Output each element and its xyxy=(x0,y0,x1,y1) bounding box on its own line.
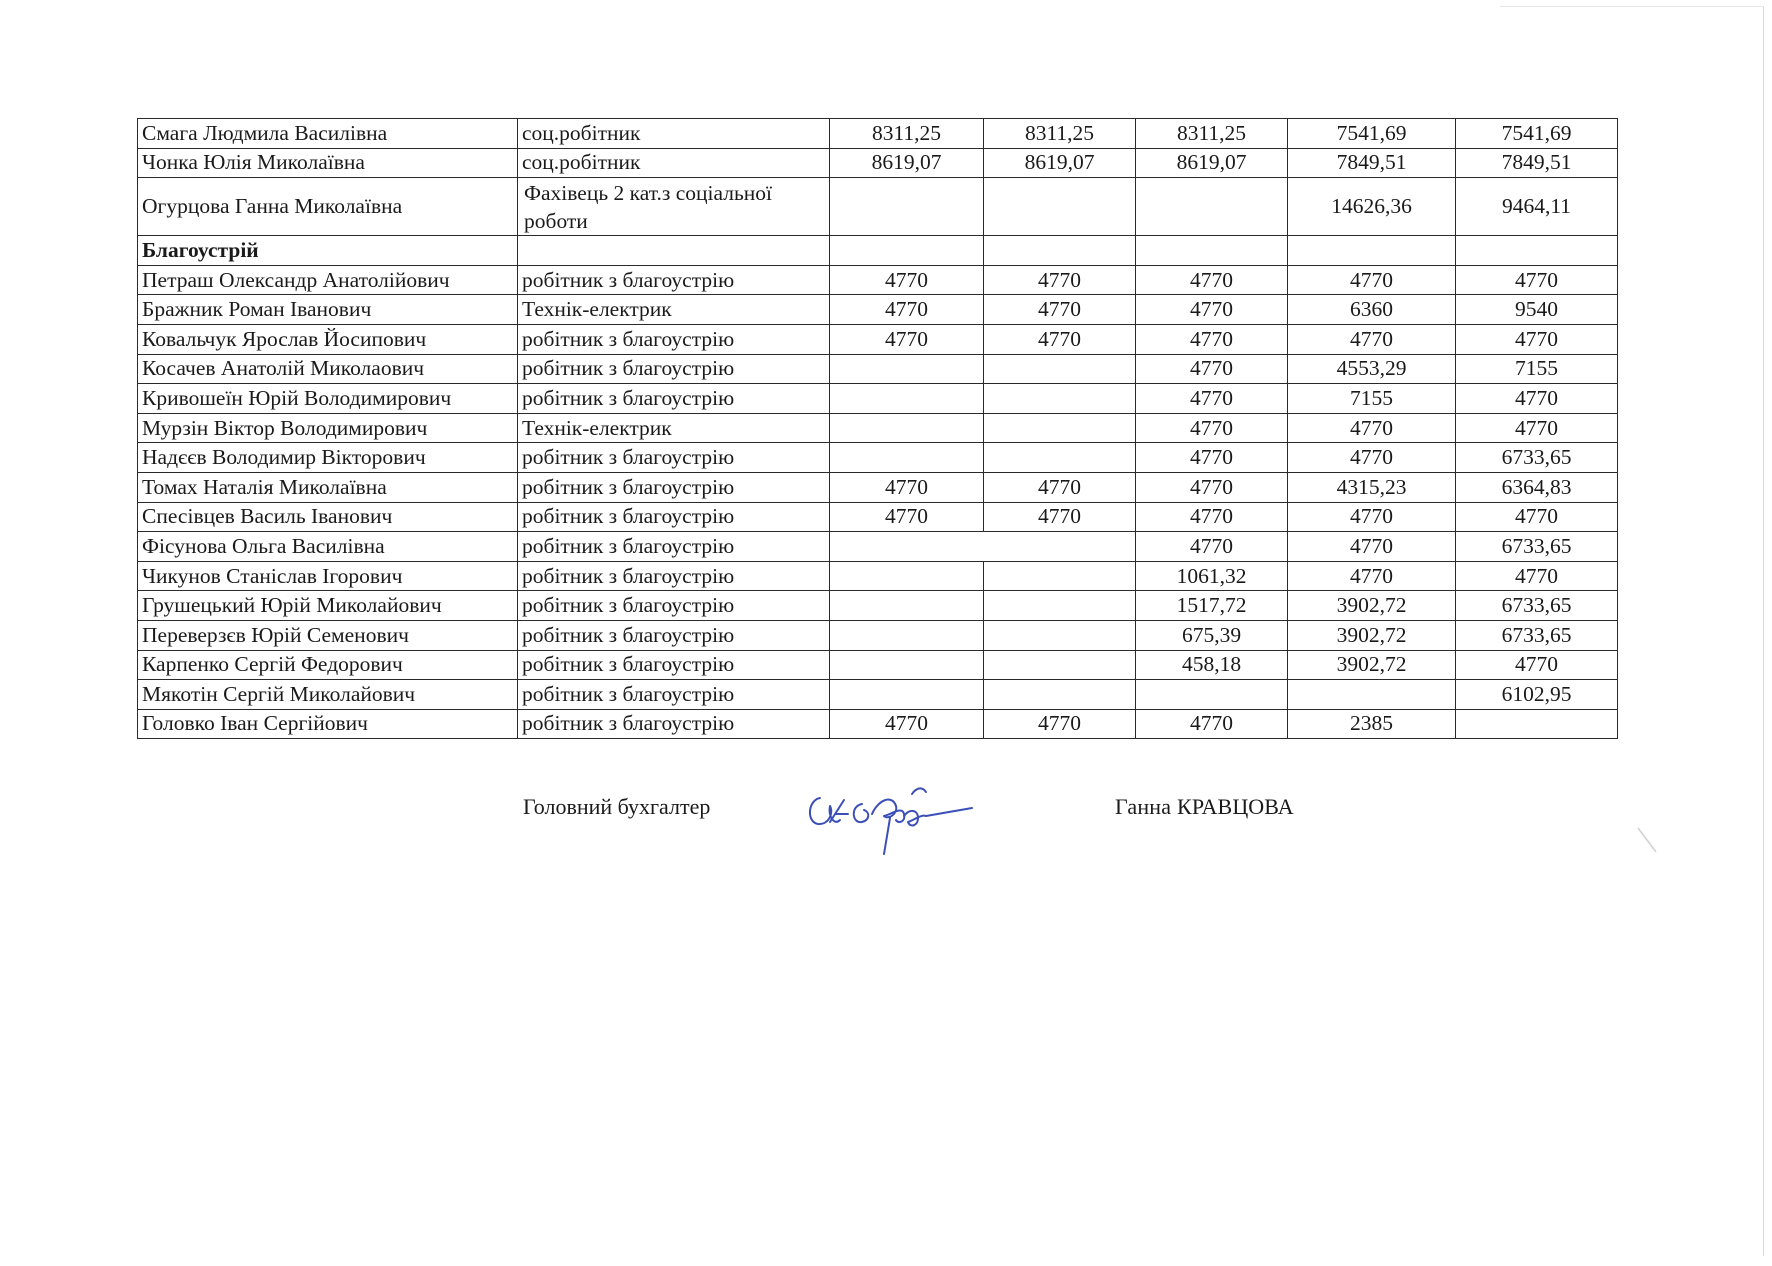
amount-cell xyxy=(984,561,1136,591)
amount-cell xyxy=(984,591,1136,621)
table-row xyxy=(138,472,1618,502)
amount-cell: 4770 xyxy=(1456,561,1618,591)
amount-cell xyxy=(984,413,1136,443)
amount-cell xyxy=(830,384,984,414)
table-row xyxy=(138,680,1618,710)
amount-cell: 6102,95 xyxy=(1456,680,1618,710)
amount-cell xyxy=(1136,178,1288,236)
amount-cell: 3902,72 xyxy=(1288,591,1456,621)
amount-cell: 4553,29 xyxy=(1288,354,1456,384)
amount-cell: 4770 xyxy=(1456,265,1618,295)
amount-cell xyxy=(830,650,984,680)
amount-cell: 4770 xyxy=(984,265,1136,295)
amount-cell: 8619,07 xyxy=(830,148,984,178)
amount-cell xyxy=(984,620,1136,650)
employee-name: Петраш Олександр Анатолійович xyxy=(138,265,518,295)
amount-cell: 4770 xyxy=(1456,502,1618,532)
amount-cell: 4770 xyxy=(1136,413,1288,443)
amount-cell: 4770 xyxy=(984,324,1136,354)
amount-cell: 3902,72 xyxy=(1288,620,1456,650)
employee-position: робітник з благоустрію xyxy=(518,650,830,680)
amount-cell: 8619,07 xyxy=(1136,148,1288,178)
employee-name: Надєєв Володимир Вікторович xyxy=(138,443,518,473)
amount-cell xyxy=(830,620,984,650)
amount-cell: 4770 xyxy=(1136,709,1288,739)
amount-cell: 4770 xyxy=(1136,532,1288,562)
table-row xyxy=(138,384,1618,414)
amount-cell: 4770 xyxy=(1136,472,1288,502)
employee-position: робітник з благоустрію xyxy=(518,354,830,384)
salary-table-container xyxy=(137,118,1617,739)
amount-cell: 4770 xyxy=(1136,265,1288,295)
amount-cell: 4770 xyxy=(830,709,984,739)
amount-cell: 6733,65 xyxy=(1456,532,1618,562)
amount-cell: 4770 xyxy=(1136,384,1288,414)
table-row xyxy=(138,295,1618,325)
employee-position: робітник з благоустрію xyxy=(518,384,830,414)
amount-cell xyxy=(984,354,1136,384)
signature-image xyxy=(800,770,980,860)
amount-cell: 4770 xyxy=(1136,502,1288,532)
amount-cell: 4770 xyxy=(1288,324,1456,354)
amount-cell: 4770 xyxy=(1288,502,1456,532)
amount-cell: 1517,72 xyxy=(1136,591,1288,621)
amount-cell xyxy=(830,354,984,384)
empty-cell xyxy=(1288,236,1456,266)
employee-name: Смага Людмила Василівна xyxy=(138,119,518,149)
amount-cell: 6733,65 xyxy=(1456,443,1618,473)
employee-position: Технік-електрик xyxy=(518,413,830,443)
amount-cell xyxy=(1136,680,1288,710)
page-edge-right xyxy=(1763,6,1764,1256)
amount-cell: 4770 xyxy=(1136,295,1288,325)
amount-cell xyxy=(984,384,1136,414)
amount-cell: 4770 xyxy=(1456,384,1618,414)
employee-name: Грушецький Юрій Миколайович xyxy=(138,591,518,621)
employee-position: робітник з благоустрію xyxy=(518,324,830,354)
amount-cell xyxy=(830,561,984,591)
amount-cell: 4770 xyxy=(1288,443,1456,473)
empty-cell xyxy=(830,236,984,266)
employee-name: Спесівцев Василь Іванович xyxy=(138,502,518,532)
table-row xyxy=(138,265,1618,295)
amount-cell: 4770 xyxy=(984,709,1136,739)
amount-cell xyxy=(984,650,1136,680)
employee-position: робітник з благоустрію xyxy=(518,620,830,650)
amount-cell: 4770 xyxy=(1456,650,1618,680)
amount-cell xyxy=(984,443,1136,473)
amount-cell: 14626,36 xyxy=(1288,178,1456,236)
table-row xyxy=(138,620,1618,650)
table-row xyxy=(138,119,1618,149)
section-title: Благоустрій xyxy=(138,236,518,266)
employee-position: робітник з благоустрію xyxy=(518,472,830,502)
empty-cell xyxy=(1136,236,1288,266)
employee-position: робітник з благоустрію xyxy=(518,591,830,621)
page-edge-top xyxy=(1500,6,1764,7)
table-row xyxy=(138,413,1618,443)
employee-position: соц.робітник xyxy=(518,148,830,178)
table-row xyxy=(138,324,1618,354)
section-header-row xyxy=(138,236,1618,266)
employee-position: соц.робітник xyxy=(518,119,830,149)
amount-cell xyxy=(984,680,1136,710)
employee-position: робітник з благоустрію xyxy=(518,502,830,532)
footer-signatory-name: Ганна КРАВЦОВА xyxy=(1115,794,1294,819)
amount-cell: 4770 xyxy=(1288,532,1456,562)
employee-name: Мурзін Віктор Володимирович xyxy=(138,413,518,443)
amount-cell: 6364,83 xyxy=(1456,472,1618,502)
amount-cell: 7155 xyxy=(1288,384,1456,414)
footer-role: Головний бухгалтер xyxy=(523,794,711,819)
empty-cell xyxy=(1456,236,1618,266)
amount-cell: 2385 xyxy=(1288,709,1456,739)
amount-cell: 4770 xyxy=(984,502,1136,532)
employee-position: робітник з благоустрію xyxy=(518,532,830,562)
amount-cell: 4770 xyxy=(1288,265,1456,295)
amount-cell: 4770 xyxy=(830,295,984,325)
amount-cell: 4770 xyxy=(1456,324,1618,354)
amount-cell: 7541,69 xyxy=(1456,119,1618,149)
employee-name: Фісунова Ольга Василівна xyxy=(138,532,518,562)
amount-cell xyxy=(830,532,1136,562)
amount-cell: 4770 xyxy=(984,472,1136,502)
employee-position: робітник з благоустрію xyxy=(518,265,830,295)
employee-name: Огурцова Ганна Миколаївна xyxy=(138,178,518,236)
employee-name: Бражник Роман Іванович xyxy=(138,295,518,325)
table-row xyxy=(138,443,1618,473)
employee-position: Фахівець 2 кат.з соціальної роботи xyxy=(518,178,830,236)
employee-position: робітник з благоустрію xyxy=(518,680,830,710)
amount-cell: 4770 xyxy=(830,472,984,502)
amount-cell xyxy=(1288,680,1456,710)
empty-cell xyxy=(518,236,830,266)
employee-name: Чикунов Станіслав Ігорович xyxy=(138,561,518,591)
amount-cell: 4770 xyxy=(1288,413,1456,443)
amount-cell: 6733,65 xyxy=(1456,591,1618,621)
table-row xyxy=(138,709,1618,739)
amount-cell: 8619,07 xyxy=(984,148,1136,178)
amount-cell xyxy=(830,591,984,621)
amount-cell: 6360 xyxy=(1288,295,1456,325)
amount-cell: 1061,32 xyxy=(1136,561,1288,591)
amount-cell xyxy=(830,178,984,236)
employee-position: робітник з благоустрію xyxy=(518,709,830,739)
amount-cell: 4770 xyxy=(1456,413,1618,443)
amount-cell xyxy=(1456,709,1618,739)
employee-name: Карпенко Сергій Федорович xyxy=(138,650,518,680)
amount-cell: 9540 xyxy=(1456,295,1618,325)
employee-name: Ковальчук Ярослав Йосипович xyxy=(138,324,518,354)
amount-cell: 458,18 xyxy=(1136,650,1288,680)
employee-position: робітник з благоустрію xyxy=(518,561,830,591)
amount-cell: 4770 xyxy=(1288,561,1456,591)
table-row xyxy=(138,354,1618,384)
employee-name: Переверзєв Юрій Семенович xyxy=(138,620,518,650)
amount-cell: 4770 xyxy=(830,502,984,532)
employee-name: Томах Наталія Миколаївна xyxy=(138,472,518,502)
employee-position: Технік-електрик xyxy=(518,295,830,325)
amount-cell: 8311,25 xyxy=(830,119,984,149)
table-row xyxy=(138,561,1618,591)
table-row xyxy=(138,148,1618,178)
employee-name: Кривошеїн Юрій Володимирович xyxy=(138,384,518,414)
employee-name: Чонка Юлія Миколаївна xyxy=(138,148,518,178)
amount-cell: 3902,72 xyxy=(1288,650,1456,680)
amount-cell: 4770 xyxy=(1136,354,1288,384)
amount-cell: 4770 xyxy=(830,324,984,354)
amount-cell: 6733,65 xyxy=(1456,620,1618,650)
amount-cell: 675,39 xyxy=(1136,620,1288,650)
amount-cell: 7155 xyxy=(1456,354,1618,384)
amount-cell: 8311,25 xyxy=(984,119,1136,149)
table-row xyxy=(138,502,1618,532)
amount-cell: 7849,51 xyxy=(1456,148,1618,178)
employee-position: робітник з благоустрію xyxy=(518,443,830,473)
table-row xyxy=(138,591,1618,621)
amount-cell: 9464,11 xyxy=(1456,178,1618,236)
amount-cell xyxy=(830,680,984,710)
salary-table xyxy=(137,118,1618,739)
employee-name: Косачев Анатолій Миколаович xyxy=(138,354,518,384)
amount-cell: 4770 xyxy=(1136,443,1288,473)
employee-name: Мякотін Сергій Миколайович xyxy=(138,680,518,710)
table-row xyxy=(138,650,1618,680)
amount-cell: 4770 xyxy=(984,295,1136,325)
table-row xyxy=(138,532,1618,562)
amount-cell xyxy=(984,178,1136,236)
employee-name: Головко Іван Сергійович xyxy=(138,709,518,739)
table-row xyxy=(138,178,1618,236)
amount-cell: 4770 xyxy=(1136,324,1288,354)
empty-cell xyxy=(984,236,1136,266)
amount-cell: 4315,23 xyxy=(1288,472,1456,502)
amount-cell: 4770 xyxy=(830,265,984,295)
amount-cell xyxy=(830,443,984,473)
amount-cell: 7541,69 xyxy=(1288,119,1456,149)
amount-cell: 7849,51 xyxy=(1288,148,1456,178)
scan-artifact xyxy=(1636,826,1660,856)
amount-cell: 8311,25 xyxy=(1136,119,1288,149)
amount-cell xyxy=(830,413,984,443)
